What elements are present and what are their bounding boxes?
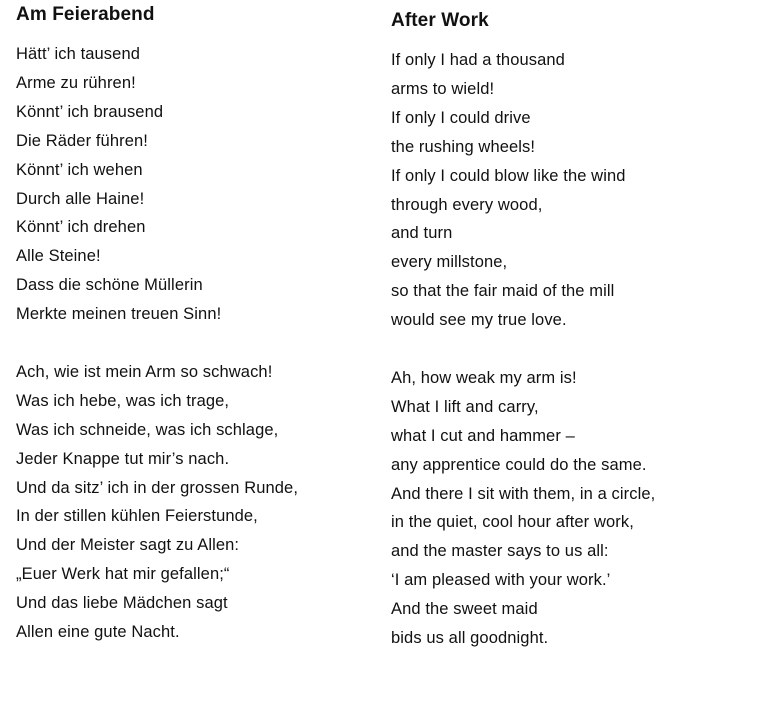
german-poem: [16, 4, 366, 647]
english-stanza-1: [391, 46, 751, 335]
poem-line: Ach, wie ist mein Arm so schwach!: [16, 362, 273, 381]
poem-line: Die Räder führen!: [16, 131, 148, 150]
english-poem: [391, 10, 751, 653]
poem-line: arms to wield!: [391, 79, 495, 98]
poem-line: Was ich schneide, was ich schlage,: [16, 420, 279, 439]
poem-line: bids us all goodnight.: [391, 629, 549, 648]
poem-line: Arme zu rühren!: [16, 73, 136, 92]
poem-line: Jeder Knappe tut mir’s nach.: [16, 449, 230, 468]
poem-line: What I lift and carry,: [391, 397, 539, 416]
poem-line: ‘I am pleased with your work.’: [391, 571, 611, 590]
poem-line: would see my true love.: [391, 311, 567, 330]
stanza-gap: [391, 335, 751, 364]
poem-line: Könnt’ ich brausend: [16, 102, 164, 121]
german-stanza-1: [16, 40, 366, 329]
poem-line: and turn: [391, 224, 453, 243]
poem-line: Merkte meinen treuen Sinn!: [16, 305, 222, 324]
poem-line: and the master says to us all:: [391, 542, 609, 561]
poem-line: In der stillen kühlen Feierstunde,: [16, 507, 258, 526]
poem-line: If only I could drive: [391, 108, 531, 127]
poem-line: Und das liebe Mädchen sagt: [16, 594, 228, 613]
poem-line: Durch alle Haine!: [16, 189, 145, 208]
poem-line: And the sweet maid: [391, 600, 538, 619]
english-poem-title: After Work: [391, 10, 489, 31]
poem-line: Allen eine gute Nacht.: [16, 623, 180, 642]
stanza-gap: [16, 329, 366, 358]
poem-line: Alle Steine!: [16, 247, 101, 266]
poem-line: any apprentice could do the same.: [391, 455, 647, 474]
poem-line: If only I could blow like the wind: [391, 166, 626, 185]
poem-line: Könnt’ ich wehen: [16, 160, 143, 179]
poem-line: every millstone,: [391, 253, 508, 272]
poem-line: Ah, how weak my arm is!: [391, 368, 577, 387]
poem-line: If only I had a thousand: [391, 51, 565, 69]
poem-line: Dass die schöne Müllerin: [16, 276, 203, 295]
poem-line: „Euer Werk hat mir gefallen;“: [16, 565, 230, 584]
poem-line: the rushing wheels!: [391, 137, 536, 156]
poem-line: Könnt’ ich drehen: [16, 218, 146, 237]
poem-line: Und der Meister sagt zu Allen:: [16, 536, 240, 555]
poem-line: Was ich hebe, was ich trage,: [16, 391, 230, 410]
poem-line: And there I sit with them, in a circle,: [391, 484, 656, 503]
poem-line: what I cut and hammer –: [391, 426, 575, 445]
german-stanza-2: [16, 358, 366, 647]
german-poem-title: Am Feierabend: [16, 4, 155, 25]
poem-line: so that the fair maid of the mill: [391, 282, 615, 301]
poem-line: Und da sitz’ ich in der grossen Runde,: [16, 478, 299, 497]
poem-line: through every wood,: [391, 195, 543, 214]
poem-line: in the quiet, cool hour after work,: [391, 513, 634, 532]
english-stanza-2: [391, 364, 751, 653]
poem-line: Hätt’ ich tausend: [16, 45, 140, 63]
